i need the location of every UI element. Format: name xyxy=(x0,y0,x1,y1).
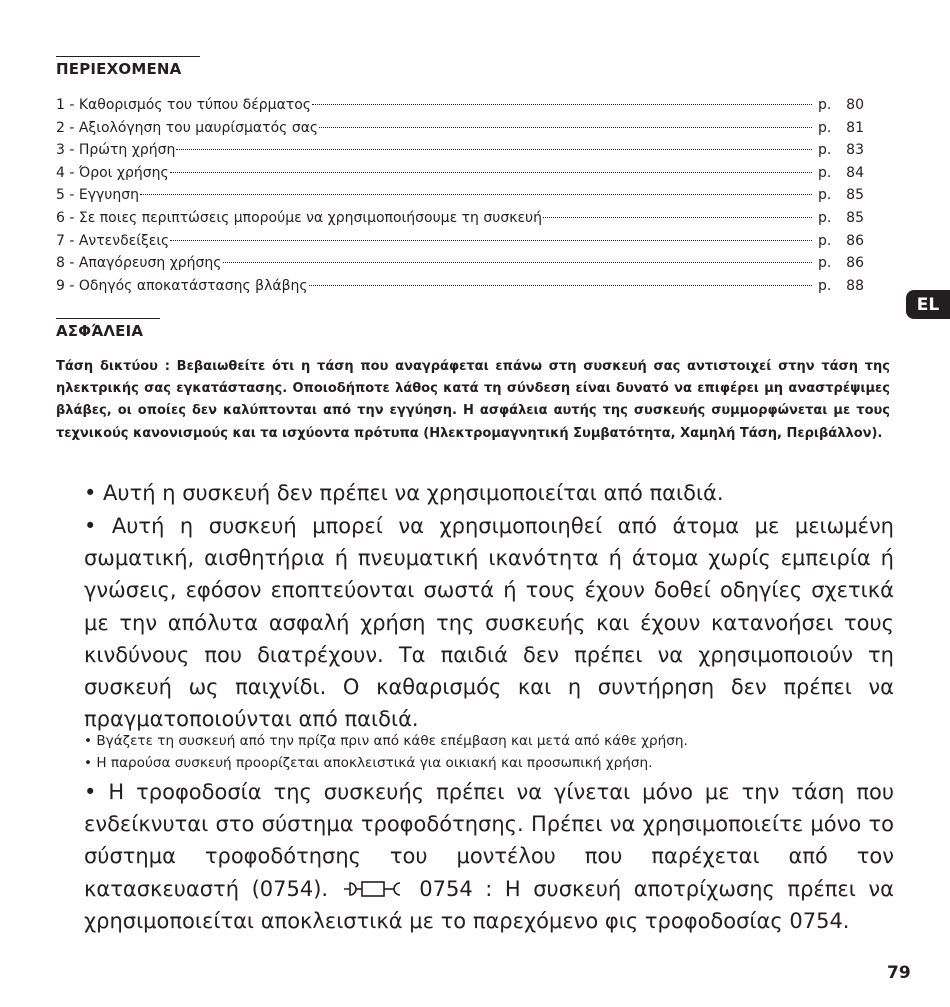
toc-item[interactable] xyxy=(56,117,864,140)
bullet-domestic-use: • Η παρούσα συσκευή προορίζεται αποκλειστικά για οικιακή και προσωπική χρήση. xyxy=(84,755,653,771)
toc-page-number: 88 xyxy=(846,277,864,294)
toc-leader-dots xyxy=(140,194,812,195)
toc-title: ΠΕΡΙΕΧΟΜΕΝΑ xyxy=(56,56,200,78)
toc-item-label: 8 - Απαγόρευση χρήσης xyxy=(56,255,222,272)
toc-page-prefix: p. xyxy=(818,277,832,294)
toc-item[interactable] xyxy=(56,184,864,207)
toc-leader-dots xyxy=(176,149,812,150)
toc-page-number: 86 xyxy=(846,255,864,272)
toc-page-prefix: p. xyxy=(818,187,832,204)
toc-page-prefix: p. xyxy=(818,255,832,272)
toc-item-label: 3 - Πρώτη χρήση xyxy=(56,142,176,159)
toc-page-prefix: p. xyxy=(818,97,832,113)
toc-leader-dots xyxy=(170,172,812,173)
bullet-reduced-capacity: • Αυτή η συσκευή μπορεί να χρησιμοποιηθεί από άτομα με μειωμένη σωματική, αισθητήρια ή πνευματική ικανότητα ή άτομα χωρίς εμπειρία ή γνώσεις, εφόσον εποπτεύονται σωστά ή τους έχουν δοθεί οδηγίες σχετικά με την απόλυτα ασφαλή χρήση της συσκευής και έχουν κατανοήσει τους κινδύνους που διατρέχουν. Τα παιδιά δεν πρέπει να χρησιμοποιούν τη συσκευή ως παιχνίδι. Ο καθαρισμός και η συντήρηση δεν πρέπει να πραγματοποιούνται από παιδιά. xyxy=(84,514,894,732)
toc-leader-dots xyxy=(312,104,812,105)
toc-item-label: 9 - Οδηγός αποκατάστασης βλάβης xyxy=(56,277,308,294)
voltage-warning: Τάση δικτύου : Βεβαιωθείτε ότι η τάση που αναγράφεται επάνω στη συσκευή σας αντιστοιχεί στην τάση της ηλεκτρικής σας εγκατάστασης. Οποιοδήποτε λάθος κατά τη σύνδεση είναι δυνατό να επιφέρει μη αναστρέψιμες βλάβες, οι οποίες δεν καλύπτονται από την εγγύηση. Η ασφάλεια αυτής της συσκευής συμμορφώνεται με τους τεχνικούς κανονισμούς και τα ισχύοντα πρότυπα (Ηλεκτρομαγνητική Συμβατότητα, Χαμηλή Τάση, Περιβάλλον). xyxy=(56,359,890,441)
toc-item[interactable] xyxy=(56,275,864,298)
toc-leader-dots xyxy=(319,127,812,128)
toc-page-number: 85 xyxy=(846,187,864,204)
toc-item[interactable] xyxy=(56,94,864,117)
table-of-contents xyxy=(56,94,864,297)
toc-item-label: 1 - Καθορισμός του τύπου δέρματος xyxy=(56,97,312,113)
toc-page-number: 85 xyxy=(846,209,864,226)
toc-leader-dots xyxy=(309,285,812,286)
toc-item[interactable] xyxy=(56,252,864,275)
toc-page-prefix: p. xyxy=(818,164,832,181)
power-supply-text-continued: 0754 : Η συσκευή αποτρίχωσης πρέπει να χρησιμοποιείται αποκλειστικά με το παρεχόμενο φις τροφοδοσίας 0754. xyxy=(84,876,894,933)
toc-item[interactable] xyxy=(56,162,864,185)
language-badge: EL xyxy=(906,290,950,319)
power-supply-text: • Η τροφοδοσία της συσκευής πρέπει να γίνεται μόνο με την τάση που ενδείκνυται στο σύστημα τροφοδότησης. Πρέπει να χρησιμοποιείτε μόνο το σύστημα τροφοδότησης του μοντέλου που παρέχεται από τον κατασκευαστή (0754). xyxy=(84,780,894,901)
toc-leader-dots xyxy=(543,217,812,218)
toc-item-label: 5 - Εγγυηση xyxy=(56,187,139,204)
toc-page-number: 86 xyxy=(846,232,864,249)
toc-page-prefix: p. xyxy=(818,209,832,226)
power-adapter-symbol-icon xyxy=(342,879,406,899)
bullet-power-supply xyxy=(84,776,894,937)
toc-leader-dots xyxy=(170,240,812,241)
toc-page-number: 83 xyxy=(846,142,864,159)
toc-page-prefix: p. xyxy=(818,142,832,159)
toc-item[interactable] xyxy=(56,207,864,230)
toc-item-label: 7 - Αντενδείξεις xyxy=(56,232,170,249)
toc-item[interactable] xyxy=(56,139,864,162)
toc-page-number: 80 xyxy=(846,97,864,113)
bullet-unplug: • Βγάζετε τη συσκευή από την πρίζα πριν από κάθε επέμβαση και μετά από κάθε χρήση. xyxy=(84,733,688,749)
toc-item-label: 4 - Όροι χρήσης xyxy=(56,164,169,181)
toc-page-prefix: p. xyxy=(818,232,832,249)
safety-title: ΑΣΦΆΛΕΙΑ xyxy=(56,318,160,340)
toc-item[interactable] xyxy=(56,230,864,253)
toc-page-prefix: p. xyxy=(818,119,832,136)
toc-page-number: 84 xyxy=(846,164,864,181)
toc-page-number: 81 xyxy=(846,119,864,136)
page-number: 79 xyxy=(887,963,911,983)
toc-leader-dots xyxy=(223,262,812,263)
toc-item-label: 2 - Αξιολόγηση του μαυρίσματός σας xyxy=(56,119,319,136)
toc-item-label: 6 - Σε ποιες περιπτώσεις μπορούμε να χρησιμοποιήσουμε τη συσκευή xyxy=(56,209,543,226)
bullet-children: • Αυτή η συσκευή δεν πρέπει να χρησιμοποιείται από παιδιά. xyxy=(84,481,724,505)
